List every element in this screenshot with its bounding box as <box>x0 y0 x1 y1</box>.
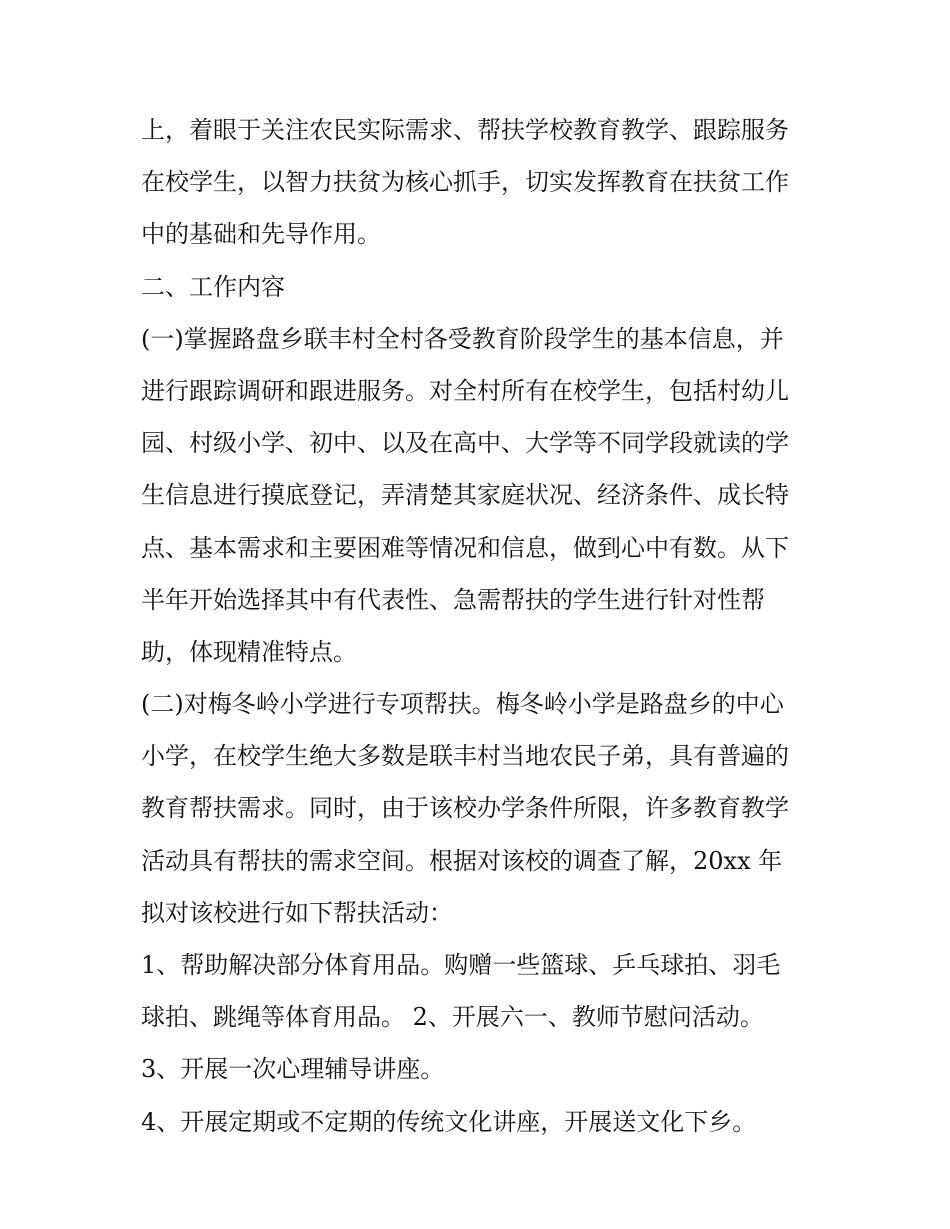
text-line: 中的基础和先导作用。 <box>141 220 381 249</box>
text-line: 在校学生，以智力扶贫为核心抓手，切实发挥教育在扶贫工作 <box>141 168 789 197</box>
section-heading: 二、工作内容 <box>141 272 285 301</box>
list-item: 4、开展定期或不定期的传统文化讲座，开展送文化下乡。 <box>141 1107 757 1136</box>
text-line: (二)对梅冬岭小学进行专项帮扶。梅冬岭小学是路盘乡的中心 <box>141 690 784 719</box>
text-line: 助，体现精准特点。 <box>141 637 357 666</box>
text-line: 上，着眼于关注农民实际需求、帮扶学校教育教学、跟踪服务 <box>141 116 789 144</box>
text-line: 半年开始选择其中有代表性、急需帮扶的学生进行针对性帮 <box>141 585 765 614</box>
text-line: 点、基本需求和主要困难等情况和信息，做到心中有数。从下 <box>141 533 789 562</box>
document-body <box>141 104 821 1148</box>
list-item: 球拍、跳绳等体育用品。 2、开展六一、教师节慰问活动。 <box>141 1003 764 1032</box>
text-line: (一)掌握路盘乡联丰村全村各受教育阶段学生的基本信息，并 <box>141 324 784 353</box>
text-line: 生信息进行摸底登记，弄清楚其家庭状况、经济条件、成长特 <box>141 481 789 510</box>
list-item: 3、开展一次心理辅导讲座。 <box>141 1055 445 1084</box>
list-item: 1、帮助解决部分体育用品。购赠一些篮球、乒乓球拍、羽毛 <box>141 951 781 979</box>
text-line: 园、村级小学、初中、以及在高中、大学等不同学段就读的学 <box>141 429 789 458</box>
text-line: 进行跟踪调研和跟进服务。对全村所有在校学生，包括村幼儿 <box>141 376 789 405</box>
text-line: 活动具有帮扶的需求空间。根据对该校的调查了解，20xx 年 <box>141 846 783 875</box>
text-line: 小学，在校学生绝大多数是联丰村当地农民子弟，具有普遍的 <box>141 742 789 771</box>
text-line: 拟对该校进行如下帮扶活动： <box>141 898 453 927</box>
text-line: 教育帮扶需求。同时，由于该校办学条件所限，许多教育教学 <box>141 794 789 823</box>
